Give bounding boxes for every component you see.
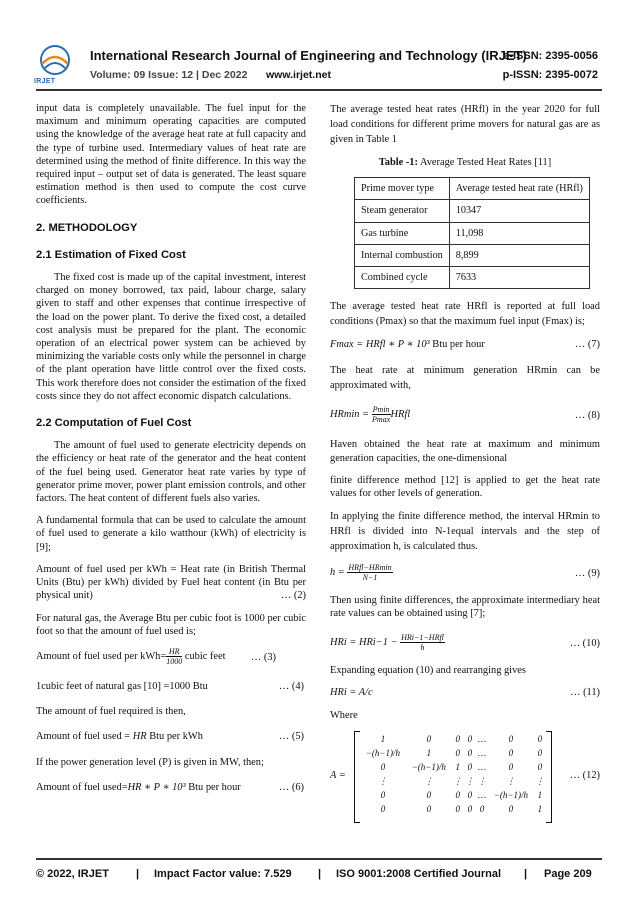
matrix-cell: 0 <box>426 789 432 800</box>
equation-10 <box>330 633 600 652</box>
equation-2-text: Amount of fuel used per kWh = Heat rate (in British Thermal Units (Btu) per kWh) divided by Fuel heat content (in Btu per physical unit) <box>36 563 306 602</box>
equation-6-number: … (6) <box>278 781 304 793</box>
matrix-cell: ⋮ <box>453 775 463 786</box>
matrix-cell: −(h−1)/h <box>493 789 528 800</box>
matrix-cell: 0 <box>380 803 386 814</box>
left-column <box>36 102 306 804</box>
equation-5-number: … (5) <box>278 731 304 743</box>
table-cell: Steam generator <box>355 200 450 222</box>
table-cell: 7633 <box>449 267 589 289</box>
table-header-cell: Average tested heat rate (HRfl) <box>449 178 589 200</box>
matrix-cell: … <box>477 789 486 800</box>
table-cell: Combined cycle <box>355 267 450 289</box>
equation-5 <box>36 730 306 743</box>
matrix-cell: 0 <box>467 761 473 772</box>
matrix-cell: ⋮ <box>465 775 475 786</box>
equation-3-number: … (3) <box>250 651 276 663</box>
equation-8 <box>330 405 600 424</box>
matrix-cell: ⋮ <box>535 775 545 786</box>
min-heat-rate-paragraph: The heat rate at minimum generation HRmin can be approximated with, <box>330 365 600 392</box>
table-header-row <box>355 178 590 200</box>
footer-impact-factor: Impact Factor value: 7.529 <box>154 868 292 880</box>
matrix-cell: 0 <box>537 761 543 772</box>
equation-9-denominator: N−1 <box>362 573 378 583</box>
table-caption <box>330 156 600 169</box>
equation-9-numerator: HRfl−HRmin <box>348 563 392 573</box>
equation-4 <box>36 680 306 693</box>
table-row <box>355 244 590 266</box>
matrix-cell: 0 <box>537 747 543 758</box>
table-caption-text: Average Tested Heat Rates [11] <box>417 157 552 168</box>
equation-10-fraction <box>400 633 445 652</box>
matrix-cell: ⋮ <box>506 775 516 786</box>
subsection-heading-fixed-cost: 2.1 Estimation of Fixed Cost <box>36 248 186 261</box>
matrix-cell: 0 <box>467 803 473 814</box>
equation-2-number: … (2) <box>280 589 306 601</box>
equation-4-number: … (4) <box>278 680 304 692</box>
matrix-cell: 0 <box>467 747 473 758</box>
equation-5-suffix: Btu per kWh <box>146 731 203 743</box>
matrix-cell: −(h−1)/h <box>365 747 401 758</box>
matrix-cell: 0 <box>537 733 543 744</box>
matrix-cell: ⋮ <box>477 775 487 786</box>
equation-7-number: … (7) <box>574 339 600 351</box>
section-heading-methodology: 2. METHODOLOGY <box>36 221 138 234</box>
equation-8-number: … (8) <box>574 410 600 422</box>
website-link[interactable]: www.irjet.net <box>266 69 331 81</box>
footer-separator: | <box>318 868 322 880</box>
fuel-cost-paragraph: The amount of fuel used to generate electricity depends on the efficiency or heat rate of the generator and the heat content of the fuel being used. Generator heat rate varies by type of generator prime mover, power plant emission controls, and other factors. The heat content of different fuels also varies. <box>36 440 306 505</box>
applying-method-paragraph: In applying the finite difference method, the interval HRmin to HRfl is divided into N-1equal intervals and the step of approximation h, is calculated thus. <box>330 511 600 553</box>
equation-7-suffix: Btu per hour <box>429 339 485 351</box>
matrix-row <box>360 760 546 774</box>
fuel-required-paragraph: The amount of fuel required is then, <box>36 706 186 718</box>
table-cell: Gas turbine <box>355 222 450 244</box>
equation-9-fraction <box>347 563 392 582</box>
equation-12-number: … (12) <box>569 770 600 782</box>
equation-3-denominator: 1000 <box>166 656 183 666</box>
e-issn: e-ISSN: 2395-0056 <box>503 50 598 62</box>
subsection-heading-fuel-cost: 2.2 Computation of Fuel Cost <box>36 417 192 430</box>
p-issn: p-ISSN: 2395-0072 <box>502 69 598 81</box>
equation-9 <box>330 563 600 582</box>
equation-8-rhs: HRfl <box>390 409 411 421</box>
footer-page-number: Page 209 <box>544 868 592 880</box>
matrix-cell: 0 <box>467 789 473 800</box>
equation-6-math: HR ∗ P ∗ 10³ <box>127 781 186 793</box>
equation-3-fraction <box>166 647 182 666</box>
matrix-cell: 0 <box>455 789 461 800</box>
matrix-cell: 0 <box>479 803 485 814</box>
matrix-row <box>360 732 546 746</box>
heat-rate-table <box>354 177 590 289</box>
right-column <box>330 102 600 833</box>
equation-6 <box>36 781 306 794</box>
equation-12 <box>330 731 600 823</box>
matrix-cell: 0 <box>426 733 432 744</box>
finite-difference-paragraph: finite difference method [12] is applied to get the heat rate values for other levels of generation. <box>330 474 600 500</box>
matrix-cell: … <box>477 747 486 758</box>
journal-title: International Research Journal of Engineering and Technology (IRJET) <box>90 48 527 63</box>
equation-10-denominator: h <box>420 642 425 652</box>
equation-11 <box>330 686 600 699</box>
equation-4-text: 1cubic feet of natural gas [10] =1000 Btu <box>36 680 208 692</box>
matrix-cell: 1 <box>537 803 543 814</box>
equation-12-lhs: A = <box>330 770 346 782</box>
power-level-paragraph: If the power generation level (P) is given in MW, then; <box>36 756 264 768</box>
full-load-paragraph: The average tested heat rate HRfl is reported at full load conditions (Pmax) so that the maximum fuel input (Fmax) is; <box>330 301 600 328</box>
matrix-cell: 0 <box>508 733 514 744</box>
matrix-cell: 0 <box>508 747 514 758</box>
equation-3 <box>36 647 306 666</box>
irjet-logo-icon <box>36 44 74 78</box>
logo-text: IRJET <box>34 78 56 85</box>
matrix-cell: 1 <box>426 747 432 758</box>
matrix-cell: … <box>477 761 486 772</box>
table-row <box>355 222 590 244</box>
equation-2 <box>36 563 306 603</box>
equation-9-number: … (9) <box>574 568 600 580</box>
matrix-cell: 1 <box>455 761 461 772</box>
intro-paragraph: input data is completely unavailable. The fuel input for the maximum and minimum operating capacities are computed using the knowledge of the average heat rate at full capacity and the type of turbine used. Intermediary values of heat rate are determined using the method of finite difference. In this way the required input – output set of data is generated. The least square estimation method is then used to compute the cost curve coefficients. <box>36 103 306 207</box>
table-cell: Internal combustion <box>355 244 450 266</box>
table-row <box>355 200 590 222</box>
equation-6-suffix: Btu per hour <box>185 781 241 793</box>
matrix-cell: 0 <box>455 733 461 744</box>
table-header-cell: Prime mover type <box>355 178 450 200</box>
equation-7-math: Fmax = HRfl ∗ P ∗ 10³ <box>330 339 430 351</box>
equation-10-numerator: HRi−1−HRfl <box>401 632 444 642</box>
matrix-cell: 0 <box>380 789 386 800</box>
equation-10-lhs: HRi = HRi−1 − <box>330 636 401 648</box>
equation-11-math: HRi = A/c <box>330 686 373 698</box>
matrix-cell: 0 <box>508 761 514 772</box>
expanding-paragraph: Expanding equation (10) and rearranging gives <box>330 664 526 676</box>
volume-issue: Volume: 09 Issue: 12 | Dec 2022 <box>90 69 248 81</box>
equation-3-suffix: cubic feet <box>182 650 226 662</box>
natural-gas-paragraph: For natural gas, the Average Btu per cubic foot is 1000 per cubic foot so that the amount of fuel used is; <box>36 612 306 637</box>
matrix-right-bracket <box>546 731 552 823</box>
fixed-cost-paragraph: The fixed cost is made up of the capital investment, interest charged on money borrowed, tax paid, labour charge, salary given to staff and other expenses that continue irrespective of the load on the power plant. To derive the fixed cost, a detailed cost analysis must be prepared for the plant. The economic operation of an electrical power system can be achieved by minimizing the variable costs only while the personnel in charge of the plant operation have little control over the fixed costs. This work therefore does not consider the estimation of the fixed costs since they do not affect economic dispatch calculations. <box>36 272 306 402</box>
formula-intro-paragraph: A fundamental formula that can be used to calculate the amount of fuel used to generate a kilo watthour (kWh) of electricity is [9]; <box>36 515 306 553</box>
matrix-cell: ⋮ <box>378 775 388 786</box>
matrix-cell: 0 <box>426 803 432 814</box>
matrix-row <box>360 774 546 788</box>
matrix-a <box>354 731 552 823</box>
equation-8-numerator: Pmin <box>372 405 390 415</box>
equation-7 <box>330 338 600 351</box>
matrix-row <box>360 788 546 802</box>
table-cell: 11,098 <box>449 222 589 244</box>
matrix-cell: 0 <box>455 747 461 758</box>
equation-5-math: HR <box>132 731 147 743</box>
haven-obtained-paragraph: Haven obtained the heat rate at maximum and minimum generation capacities, the one-dimensional <box>330 439 600 464</box>
equation-10-number: … (10) <box>569 637 600 649</box>
matrix-grid <box>360 732 546 816</box>
equation-11-number: … (11) <box>570 686 600 698</box>
equation-9-lhs: h = <box>330 567 348 579</box>
header-divider <box>36 89 602 91</box>
matrix-cell: −(h−1)/h <box>411 761 446 772</box>
matrix-row <box>360 802 546 816</box>
table-cell: 10347 <box>449 200 589 222</box>
intermediary-paragraph: Then using finite differences, the approximate intermediary heat rate values can be obtained using [7]; <box>330 595 600 620</box>
equation-3-numerator: HR <box>166 647 182 657</box>
matrix-cell: … <box>477 733 486 744</box>
matrix-cell: 0 <box>467 733 473 744</box>
equation-3-prefix: Amount of fuel used per kWh= <box>36 650 167 662</box>
matrix-cell: 0 <box>508 803 514 814</box>
footer-separator: | <box>524 868 528 880</box>
matrix-row <box>360 746 546 760</box>
table-caption-label: Table -1: <box>378 157 418 168</box>
equation-5-prefix: Amount of fuel used = <box>36 731 133 743</box>
footer-iso: ISO 9001:2008 Certified Journal <box>336 868 502 880</box>
footer-divider <box>36 858 602 860</box>
table-row <box>355 267 590 289</box>
where-label: Where <box>330 710 358 722</box>
equation-6-prefix: Amount of fuel used= <box>36 781 128 793</box>
matrix-cell: ⋮ <box>424 775 434 786</box>
matrix-cell: 0 <box>380 761 386 772</box>
equation-8-denominator: Pmax <box>371 415 391 425</box>
footer-separator: | <box>136 868 140 880</box>
matrix-cell: 1 <box>537 789 543 800</box>
page-header <box>0 0 638 90</box>
matrix-cell: 0 <box>455 803 461 814</box>
equation-8-fraction <box>372 405 391 424</box>
footer-copyright: © 2022, IRJET <box>36 868 109 880</box>
table-cell: 8,899 <box>449 244 589 266</box>
equation-8-lhs: HRmin = <box>330 409 372 421</box>
average-heat-rate-paragraph: The average tested heat rates (HRfl) in the year 2020 for full load conditions for different prime movers for natural gas are as given in Table 1 <box>330 104 600 145</box>
matrix-cell: 1 <box>380 733 386 744</box>
